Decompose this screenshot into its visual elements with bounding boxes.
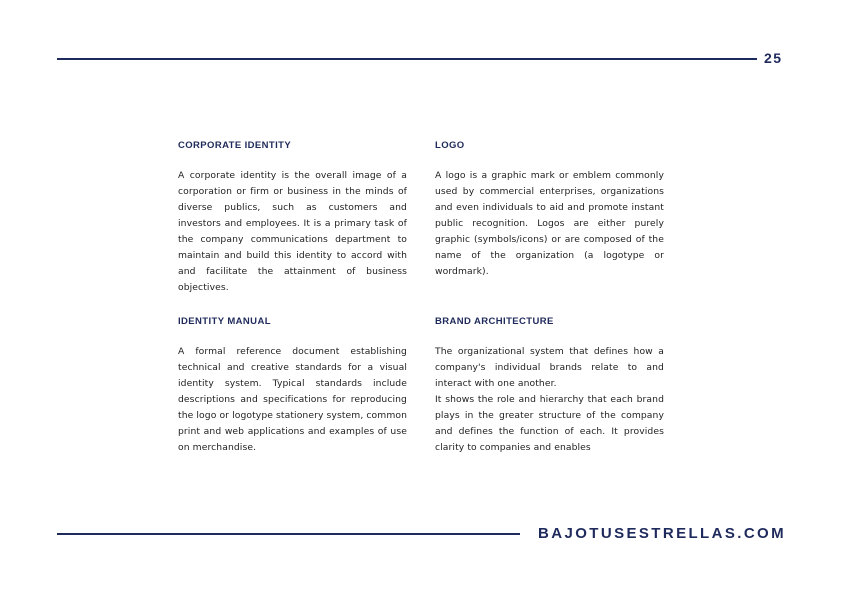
section-logo (435, 140, 664, 280)
section-corporate-identity (178, 140, 407, 296)
section-title: CORPORATE IDENTITY (178, 140, 292, 151)
section-title: IDENTITY MANUAL (178, 316, 271, 327)
section-body: A logo is a graphic mark or emblem commonly used by commercial enterprises, organizations and even individuals to aid and promote instant public recognition. Logos are either purely graphic (symbols/icons) or are composed of the name of the organization (a logotype or wordmark). (435, 170, 664, 277)
section-body: A corporate identity is the overall image of a corporation or firm or business in the minds of diverse publics, such as customers and investors and employees. It is a primary task of the company communications department to maintain and build this identity to accord with and facilitate the attainment of business objectives. (178, 170, 407, 293)
section-body-continued: It shows the role and hierarchy that each brand plays in the greater structure of the company and defines the function of each. It provides clarity to companies and enables (435, 394, 664, 453)
page-number: 25 (764, 50, 783, 66)
header-divider (57, 58, 757, 60)
section-body: A formal reference document establishing technical and creative standards for a visual identity system. Typical standards include descriptions and specifications for reproducing the logo or logotype stationery system, common print and web applications and examples of use on merchandise. (178, 346, 408, 453)
section-body: The organizational system that defines how a company's individual brands relate to and interact with one another. (435, 346, 664, 389)
footer-divider (57, 533, 520, 535)
section-title: BRAND ARCHITECTURE (435, 316, 554, 327)
section-identity-manual (178, 316, 407, 456)
section-title: LOGO (435, 140, 465, 151)
footer-website: BAJOTUSESTRELLAS.COM (538, 525, 787, 542)
section-brand-architecture (435, 316, 664, 456)
